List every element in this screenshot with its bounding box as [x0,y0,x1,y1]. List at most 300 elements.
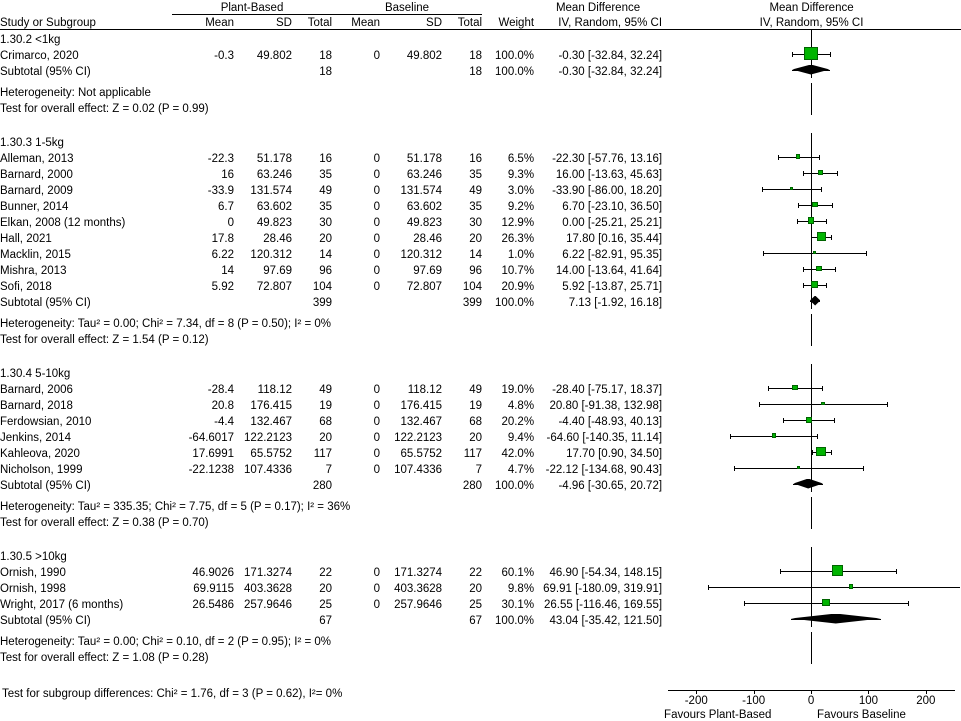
study-total-2: 35 [469,200,483,213]
study-total-1: 25 [319,598,333,611]
study-sd-2: 171.3274 [394,566,443,579]
row-spacer [0,529,961,547]
study-mean-1: -22.1238 [188,463,234,476]
ci-cap-right [832,203,833,208]
subtotal-total-1: 18 [319,65,333,78]
study-mean-2: 0 [373,49,381,62]
null-axis-line [811,314,812,330]
axis-tick [754,690,755,694]
col-header-mean-2: Mean [332,14,380,29]
study-marker-cell [662,197,961,213]
study-marker-cell [662,428,961,444]
table-row [0,579,961,595]
study-marker-cell [662,444,961,460]
subgroup-label: 1.30.3 1-5kg [0,136,64,149]
subtotal-weight: 100.0% [495,296,535,309]
study-total-1: 20 [319,431,333,444]
study-sd-1: 65.5752 [250,447,292,460]
study-name: Elkan, 2008 (12 months) [0,216,126,229]
study-total-2: 18 [469,49,483,62]
study-total-1: 96 [319,264,333,277]
axis-tick-label: 200 [916,694,936,707]
subtotal-mean-difference: 43.04 [-35.42, 121.50] [549,614,663,627]
study-mean-2: 0 [373,184,381,197]
study-name: Ferdowsian, 2010 [0,415,92,428]
subtotal-mean-2 [332,476,380,492]
subtotal-label: Subtotal (95% CI) [0,65,91,78]
group-header-plant-based: Plant-Based [172,0,332,14]
study-mean-1: 16 [221,168,234,181]
subgroup-label: 1.30.5 >10kg [0,550,67,563]
study-total-2: 104 [462,280,483,293]
heterogeneity-text: Heterogeneity: Tau² = 0.00; Chi² = 7.34, df = 8 (P = 0.50); I² = 0% [0,317,332,330]
ci-cap-right [830,52,831,57]
col-header-weight: Weight [482,14,534,29]
plot-spacer [662,133,961,149]
null-axis-line [811,99,812,115]
study-weight-box [796,154,801,159]
ci-cap-right [837,171,838,176]
study-marker-cell [662,595,961,611]
study-weight-box [822,599,830,607]
subtotal-mean-1 [172,476,234,492]
study-mean-difference: -28.40 [-75.17, 18.37] [552,383,663,396]
study-sd-1: 403.3628 [244,582,292,595]
study-mean-1: 14 [221,264,234,277]
study-total-2: 20 [469,431,483,444]
study-weight: 9.4% [507,431,535,444]
study-name: Hall, 2021 [0,232,52,245]
subtotal-mean-difference: -4.96 [-30.65, 20.72] [558,479,663,492]
study-total-1: 49 [319,184,333,197]
col-header-model: IV, Random, 95% CI [534,14,662,29]
axis-tick [926,690,927,694]
study-sd-2: 120.312 [400,248,443,261]
subtotal-mean-2 [332,293,380,309]
table-header [0,0,961,29]
null-axis-line [811,364,812,380]
study-mean-1: -28.4 [207,383,234,396]
study-sd-1: 120.312 [250,248,292,261]
col-header-total-1: Total [292,14,332,29]
study-marker-cell [662,261,961,277]
subtotal-mean-difference: -0.30 [-32.84, 32.24] [558,65,663,78]
study-marker-cell [662,380,961,396]
subtotal-total-2: 67 [469,614,483,627]
study-mean-1: -33.9 [207,184,234,197]
study-sd-1: 63.246 [256,168,292,181]
study-weight-box [804,47,818,61]
table-row [0,428,961,444]
study-mean-2: 0 [373,399,381,412]
table-row [0,396,961,412]
study-weight-box [813,251,815,253]
plot-spacer [662,513,961,529]
study-total-1: 35 [319,200,333,213]
subgroup-label: 1.30.2 <1kg [0,33,61,46]
study-mean-2: 0 [373,431,381,444]
study-total-1: 20 [319,232,333,245]
study-name: Mishra, 2013 [0,264,67,277]
subtotal-weight: 100.0% [495,479,535,492]
col-header-sd-2: SD [380,14,442,29]
subtotal-weight: 100.0% [495,65,535,78]
study-total-2: 19 [469,399,483,412]
study-mean-2: 0 [373,280,381,293]
table-row [0,563,961,579]
table-row [0,46,961,62]
row-spacer [0,115,961,133]
study-name: Barnard, 2000 [0,168,73,181]
subtotal-sd-2 [380,611,442,627]
heterogeneity-text: Heterogeneity: Tau² = 0.00; Chi² = 0.10, df = 2 (P = 0.95); I² = 0% [0,635,332,648]
study-mean-difference: 46.90 [-54.34, 148.15] [549,566,663,579]
study-weight-box [818,170,823,175]
table-row [0,444,961,460]
ci-cap-left [811,235,812,240]
ci-cap-right [819,155,820,160]
study-weight: 3.0% [507,184,535,197]
plot-spacer [662,99,961,115]
study-marker-cell [662,181,961,197]
study-weight: 1.0% [507,248,535,261]
study-sd-1: 171.3274 [244,566,292,579]
ci-cap-right [826,283,827,288]
study-mean-2: 0 [373,216,381,229]
plot-spacer [662,632,961,648]
study-total-2: 117 [463,447,483,460]
study-weight: 60.1% [501,566,535,579]
table-row [0,181,961,197]
study-total-1: 18 [319,49,333,62]
study-total-1: 14 [319,248,333,261]
study-total-2: 14 [469,248,483,261]
study-name: Barnard, 2009 [0,184,73,197]
ci-cap-left [734,466,735,471]
plot-spacer [662,497,961,513]
study-mean-difference: 0.00 [-25.21, 25.21] [562,216,663,229]
study-sd-2: 72.807 [406,280,443,293]
study-mean-1: 6.7 [218,200,234,213]
study-weight: 12.9% [501,216,535,229]
study-mean-2: 0 [373,598,381,611]
table-row [0,261,961,277]
pooled-effect-diamond [793,479,822,489]
table-row [0,197,961,213]
axis-tick [868,690,869,694]
subtotal-label: Subtotal (95% CI) [0,614,91,627]
confidence-interval-line [708,587,960,588]
study-mean-2: 0 [373,582,381,595]
table-row [0,149,961,165]
study-total-1: 20 [319,582,333,595]
study-marker-cell [662,563,961,579]
study-weight-box [821,402,824,405]
ci-cap-left [798,203,799,208]
group-header-baseline: Baseline [332,0,482,14]
study-sd-1: 107.4336 [244,463,292,476]
study-mean-difference: 14.00 [-13.64, 41.64] [555,264,663,277]
study-total-2: 7 [475,463,483,476]
subtotal-sd-1 [234,611,292,627]
study-total-2: 30 [469,216,483,229]
study-total-2: 68 [469,415,483,428]
study-sd-2: 176.415 [400,399,443,412]
study-mean-2: 0 [373,200,381,213]
ci-cap-right [835,267,836,272]
study-weight: 10.7% [501,264,535,277]
study-mean-difference: -4.40 [-48.93, 40.13] [558,415,663,428]
study-weight-box [816,266,822,272]
study-sd-2: 403.3628 [394,582,443,595]
study-mean-difference: 17.70 [0.90, 34.50] [566,447,663,460]
col-header-model-plot: IV, Random, 95% CI [662,14,961,29]
study-weight: 9.3% [507,168,535,181]
study-sd-1: 131.574 [250,184,292,197]
study-weight-box [797,466,800,469]
ci-cap-left [744,601,745,606]
subtotal-total-1: 67 [319,614,333,627]
study-total-2: 96 [469,264,483,277]
study-sd-1: 49.802 [256,49,292,62]
study-weight-box [832,565,843,576]
ci-cap-right [817,434,818,439]
ci-cap-left [803,171,804,176]
table-row [0,412,961,428]
study-sd-1: 28.46 [263,232,292,245]
subgroup-label: 1.30.4 5-10kg [0,367,71,380]
table-row [0,213,961,229]
ci-cap-left [780,569,781,574]
study-mean-1: -4.4 [214,415,234,428]
study-weight-box [849,584,853,588]
study-total-1: 30 [319,216,333,229]
favours-left-label: Favours Plant-Based [664,708,772,721]
study-sd-2: 132.467 [400,415,443,428]
axis-tick-label: 100 [858,694,879,707]
pooled-effect-diamond [791,614,881,624]
study-name: Bunner, 2014 [0,200,69,213]
ci-cap-left [778,155,779,160]
study-mean-1: 17.8 [211,232,234,245]
plot-spacer [662,314,961,330]
study-sd-1: 72.807 [256,280,292,293]
ci-cap-right [831,235,832,240]
table-row [0,380,961,396]
ci-cap-right [908,601,909,606]
study-weight: 4.7% [507,463,535,476]
study-weight: 6.5% [507,152,535,165]
ci-cap-left [762,187,763,192]
study-mean-1: 26.5486 [192,598,234,611]
study-sd-1: 122.2123 [244,431,292,444]
plot-spacer [662,547,961,563]
study-weight: 19.0% [501,383,535,396]
study-sd-1: 257.9646 [244,598,292,611]
study-total-2: 35 [469,168,483,181]
subtotal-sd-1 [234,62,292,78]
study-marker-cell [662,165,961,181]
null-axis-line [811,632,812,648]
study-name: Nicholson, 1999 [0,463,83,476]
heterogeneity-text: Heterogeneity: Not applicable [0,86,151,99]
heterogeneity-text: Heterogeneity: Tau² = 335.35; Chi² = 7.75, df = 5 (P = 0.17); I² = 36% [0,500,351,513]
study-mean-1: 69.9115 [193,582,234,595]
study-name: Crimarco, 2020 [0,49,79,62]
study-sd-2: 107.4336 [394,463,443,476]
subtotal-total-2: 18 [469,65,483,78]
study-name: Alleman, 2013 [0,152,74,165]
study-mean-2: 0 [373,232,381,245]
subtotal-mean-2 [332,611,380,627]
study-marker-cell [662,149,961,165]
col-header-mean-1: Mean [172,14,234,29]
effect-header-plot: Mean Difference [769,2,854,14]
plot-spacer [662,83,961,99]
study-name: Barnard, 2006 [0,383,73,396]
study-total-2: 20 [469,232,483,245]
subtotal-sd-1 [234,476,292,492]
study-mean-difference: -64.60 [-140.35, 11.14] [546,431,663,444]
study-sd-2: 28.46 [413,232,443,245]
study-sd-1: 51.178 [256,152,292,165]
ci-cap-left [783,418,784,423]
study-mean-difference: -22.30 [-57.76, 13.16] [552,152,663,165]
study-mean-1: 46.9026 [192,566,234,579]
study-total-2: 20 [469,582,483,595]
study-name: Ornish, 1990 [0,566,66,579]
table-row [0,165,961,181]
study-marker-cell [662,229,961,245]
study-mean-difference: -33.90 [-86.00, 18.20] [552,184,663,197]
ci-cap-left [812,450,813,455]
ci-cap-left [708,585,709,590]
study-marker-cell [662,245,961,261]
ci-cap-right [887,402,888,407]
table-row [0,229,961,245]
study-total-1: 104 [312,280,333,293]
null-axis-line [811,83,812,99]
ci-cap-right [863,466,864,471]
subtotal-sd-2 [380,476,442,492]
study-sd-2: 49.823 [406,216,443,229]
study-weight: 100.0% [495,49,535,62]
study-mean-difference: 20.80 [-91.38, 132.98] [549,399,663,412]
study-mean-1: -22.3 [207,152,234,165]
study-mean-1: 17.6991 [192,447,234,460]
study-mean-difference: 69.91 [-180.09, 319.91] [543,582,663,595]
subtotal-row [0,293,961,309]
study-total-1: 68 [319,415,333,428]
ci-cap-left [792,52,793,57]
study-weight-box [808,217,814,223]
study-name: Kahleova, 2020 [0,447,80,460]
table-row [0,460,961,476]
study-weight: 20.9% [501,280,535,293]
axis-tick-label: -200 [684,694,708,707]
subtotal-mean-2 [332,62,380,78]
subtotal-row [0,611,961,627]
subtotal-mean-difference: 7.13 [-1.92, 16.18] [568,296,663,309]
ci-cap-right [822,386,823,391]
subtotal-sd-2 [380,293,442,309]
null-axis-line [811,547,812,563]
overall-effect-text: Test for overall effect: Z = 0.02 (P = 0.99) [0,102,209,115]
ci-cap-right [826,219,827,224]
table-row [0,245,961,261]
subtotal-row [0,62,961,78]
study-mean-2: 0 [373,168,381,181]
study-name: Jenkins, 2014 [0,431,71,444]
null-axis-line [811,513,812,529]
plot-spacer [662,364,961,380]
study-weight-box [811,281,819,289]
study-mean-2: 0 [373,463,381,476]
study-weight: 42.0% [501,447,535,460]
study-sd-2: 118.12 [407,383,443,396]
study-name: Macklin, 2015 [0,248,71,261]
study-marker-cell [662,213,961,229]
study-total-1: 49 [319,383,333,396]
pooled-marker-cell [662,611,961,627]
ci-cap-right [896,569,897,574]
subtotal-total-1: 399 [312,296,333,309]
subtotal-sd-2 [380,62,442,78]
null-axis-line [811,497,812,513]
row-spacer [0,346,961,364]
study-total-2: 22 [469,566,483,579]
study-sd-1: 97.69 [263,264,292,277]
ci-cap-left [803,267,804,272]
overall-effect-text: Test for overall effect: Z = 1.08 (P = 0.28) [0,651,209,664]
subtotal-mean-1 [172,293,234,309]
axis-tick [696,690,697,694]
subtotal-label: Subtotal (95% CI) [0,296,91,309]
study-weight: 4.8% [507,399,535,412]
study-mean-1: -0.3 [214,49,234,62]
study-marker-cell [662,277,961,293]
ci-cap-right [821,187,822,192]
study-sd-2: 49.802 [406,49,443,62]
subtotal-total-2: 280 [462,479,483,492]
subtotal-total-2: 399 [462,296,483,309]
study-sd-1: 49.823 [256,216,292,229]
study-weight-box [817,232,826,241]
study-sd-2: 122.2123 [394,431,443,444]
study-mean-2: 0 [373,566,381,579]
study-mean-1: 6.22 [211,248,234,261]
col-header-sd-1: SD [234,14,292,29]
ci-cap-left [797,219,798,224]
study-sd-1: 118.12 [257,383,292,396]
ci-cap-right [834,418,835,423]
study-total-1: 22 [319,566,333,579]
null-axis-line [811,133,812,149]
study-mean-difference: 5.92 [-13.87, 25.71] [562,280,663,293]
subtotal-sd-1 [234,293,292,309]
overall-effect-text: Test for overall effect: Z = 0.38 (P = 0.70) [0,516,209,529]
study-name: Ornish, 1998 [0,582,66,595]
x-axis [662,690,961,720]
study-sd-2: 97.69 [413,264,443,277]
col-header-study: Study or Subgroup [0,14,172,29]
overall-effect-text: Test for overall effect: Z = 1.54 (P = 0.12) [0,333,209,346]
row-spacer [0,664,961,690]
pooled-marker-cell [662,476,961,492]
study-mean-2: 0 [373,415,381,428]
col-header-total-2: Total [442,14,482,29]
ci-cap-left [730,434,731,439]
